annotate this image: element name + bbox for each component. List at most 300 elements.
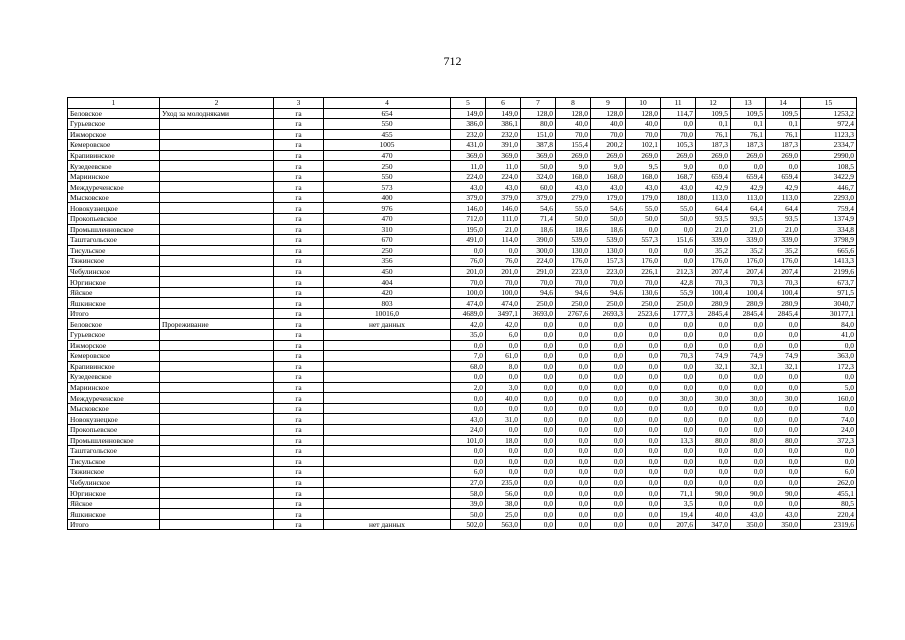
table-cell: 149,0 xyxy=(486,108,521,119)
table-cell: 2,0 xyxy=(451,382,486,393)
table-cell: 654 xyxy=(324,108,451,119)
table-cell: 9,0 xyxy=(556,161,591,172)
table-cell: 0,0 xyxy=(486,424,521,435)
table-cell: Таштагольское xyxy=(68,235,160,246)
table-cell xyxy=(324,477,451,488)
table-cell: 0,0 xyxy=(521,488,556,499)
table-cell: 43,0 xyxy=(766,509,801,520)
column-header: 12 xyxy=(696,98,731,109)
table-cell: 41,0 xyxy=(801,330,857,341)
column-header: 8 xyxy=(556,98,591,109)
table-cell: 0,0 xyxy=(486,245,521,256)
table-cell xyxy=(160,224,274,235)
table-row xyxy=(68,330,857,341)
table-cell: 27,0 xyxy=(451,477,486,488)
table-cell: 70,3 xyxy=(731,277,766,288)
table-cell: 146,0 xyxy=(486,203,521,214)
page-number: 712 xyxy=(443,54,462,68)
table-cell: 0,0 xyxy=(661,330,696,341)
table-cell: 70,0 xyxy=(556,129,591,140)
table-cell: 13,3 xyxy=(661,435,696,446)
table-cell: 128,0 xyxy=(591,108,626,119)
table-cell xyxy=(160,403,274,414)
table-cell: 0,0 xyxy=(556,424,591,435)
table-cell: 43,0 xyxy=(486,182,521,193)
table-cell: 146,0 xyxy=(451,203,486,214)
table-cell: 105,3 xyxy=(661,140,696,151)
table-cell: 212,3 xyxy=(661,266,696,277)
table-row xyxy=(68,119,857,130)
table-cell: 450 xyxy=(324,266,451,277)
table-cell: 0,0 xyxy=(661,245,696,256)
table-cell: 9,0 xyxy=(661,161,696,172)
table-cell: нет данных xyxy=(324,519,451,530)
table-cell xyxy=(160,308,274,319)
table-cell: 1005 xyxy=(324,140,451,151)
table-cell: 0,0 xyxy=(486,340,521,351)
table-cell xyxy=(160,372,274,383)
column-header: 7 xyxy=(521,98,556,109)
table-cell xyxy=(160,203,274,214)
table-cell: 0,0 xyxy=(521,414,556,425)
table-cell xyxy=(160,266,274,277)
table-cell xyxy=(160,477,274,488)
table-cell: 226,1 xyxy=(626,266,661,277)
table-row xyxy=(68,171,857,182)
table-cell: 55,0 xyxy=(661,203,696,214)
table-cell: 0,0 xyxy=(731,319,766,330)
table-cell: 0,0 xyxy=(626,414,661,425)
table-cell: 539,0 xyxy=(556,235,591,246)
table-cell: 250,0 xyxy=(661,298,696,309)
table-cell: 280,9 xyxy=(766,298,801,309)
table-row xyxy=(68,435,857,446)
table-cell: 0,0 xyxy=(591,424,626,435)
table-cell: 31,0 xyxy=(486,414,521,425)
table-cell: 42,9 xyxy=(766,182,801,193)
table-cell: 0,0 xyxy=(556,372,591,383)
table-cell: 109,5 xyxy=(696,108,731,119)
table-cell: 2845,4 xyxy=(731,308,766,319)
table-cell: 0,0 xyxy=(661,361,696,372)
table-cell: 0,0 xyxy=(556,477,591,488)
table-cell: Беловское xyxy=(68,319,160,330)
table-cell: 21,0 xyxy=(486,224,521,235)
table-cell: 0,0 xyxy=(766,477,801,488)
table-cell: 0,0 xyxy=(731,477,766,488)
table-cell: Прореживание xyxy=(160,319,274,330)
table-cell: Юргинское xyxy=(68,488,160,499)
table-cell xyxy=(160,256,274,267)
table-cell: 0,0 xyxy=(661,119,696,130)
table-cell: 128,0 xyxy=(626,108,661,119)
table-cell: Яйское xyxy=(68,287,160,298)
table-cell: 0,0 xyxy=(696,382,731,393)
table-cell: 665,6 xyxy=(801,245,857,256)
table-cell: 0,0 xyxy=(521,403,556,414)
table-cell: 93,5 xyxy=(731,214,766,225)
table-cell: 0,0 xyxy=(766,424,801,435)
table-cell xyxy=(324,414,451,425)
table-cell: 0,0 xyxy=(731,382,766,393)
table-cell: 976 xyxy=(324,203,451,214)
table-cell: 502,0 xyxy=(451,519,486,530)
table-cell: 35,2 xyxy=(766,245,801,256)
table-cell: 2334,7 xyxy=(801,140,857,151)
table-cell: 64,4 xyxy=(766,203,801,214)
table-cell: га xyxy=(274,245,324,256)
table-cell: га xyxy=(274,182,324,193)
table-cell: 0,0 xyxy=(521,477,556,488)
table-cell: 6,0 xyxy=(451,467,486,478)
table-cell: 179,0 xyxy=(591,192,626,203)
table-cell: 35,0 xyxy=(451,330,486,341)
table-cell: 347,0 xyxy=(696,519,731,530)
table-cell: 100,0 xyxy=(451,287,486,298)
table-row xyxy=(68,140,857,151)
table-cell: 149,0 xyxy=(451,108,486,119)
table-cell: 157,3 xyxy=(591,256,626,267)
table-cell: 269,0 xyxy=(591,150,626,161)
table-cell: 21,0 xyxy=(696,224,731,235)
table-cell: 70,0 xyxy=(591,277,626,288)
table-cell: 0,0 xyxy=(591,403,626,414)
table-cell: 0,0 xyxy=(766,161,801,172)
table-cell: 550 xyxy=(324,171,451,182)
table-cell: 972,4 xyxy=(801,119,857,130)
table-cell xyxy=(160,488,274,499)
table-cell: 573 xyxy=(324,182,451,193)
table-cell: 40,0 xyxy=(486,393,521,404)
table-cell: Ижморское xyxy=(68,129,160,140)
table-cell: 7,0 xyxy=(451,351,486,362)
table-cell: 470 xyxy=(324,150,451,161)
table-cell: 80,5 xyxy=(801,498,857,509)
table-cell: 0,0 xyxy=(521,361,556,372)
table-cell: 25,0 xyxy=(486,509,521,520)
table-cell: 0,0 xyxy=(731,161,766,172)
table-cell xyxy=(160,161,274,172)
table-cell: 0,0 xyxy=(626,435,661,446)
table-cell: 200,2 xyxy=(591,140,626,151)
table-cell: Крапивинское xyxy=(68,150,160,161)
table-cell: 0,0 xyxy=(521,382,556,393)
table-cell: 224,0 xyxy=(451,171,486,182)
table-cell: 279,0 xyxy=(556,192,591,203)
table-cell: 0,0 xyxy=(661,446,696,457)
table-cell xyxy=(160,287,274,298)
table-cell: 759,4 xyxy=(801,203,857,214)
table-cell: 3693,0 xyxy=(521,308,556,319)
table-cell xyxy=(324,446,451,457)
table-cell: 0,0 xyxy=(591,340,626,351)
table-cell: 30177,1 xyxy=(801,308,857,319)
table-cell: 0,0 xyxy=(626,372,661,383)
table-cell: га xyxy=(274,361,324,372)
table-cell xyxy=(160,150,274,161)
table-cell: 0,0 xyxy=(731,456,766,467)
table-cell: 0,0 xyxy=(521,456,556,467)
table-cell: 220,4 xyxy=(801,509,857,520)
table-cell: 18,0 xyxy=(486,435,521,446)
table-cell: 130,0 xyxy=(556,245,591,256)
table-cell: 250 xyxy=(324,245,451,256)
table-cell: 55,0 xyxy=(556,203,591,214)
table-cell: 160,0 xyxy=(801,393,857,404)
table-cell: 10016,0 xyxy=(324,308,451,319)
table-cell: 21,0 xyxy=(731,224,766,235)
table-cell: 176,0 xyxy=(696,256,731,267)
table-cell: Прокопьевское xyxy=(68,214,160,225)
table-cell: 64,4 xyxy=(696,203,731,214)
table-cell: 0,0 xyxy=(556,330,591,341)
table-cell: га xyxy=(274,150,324,161)
table-cell: 659,4 xyxy=(696,171,731,182)
table-cell: Междуреченское xyxy=(68,182,160,193)
table-cell: 94,6 xyxy=(591,287,626,298)
table-cell: га xyxy=(274,224,324,235)
table-cell: 76,1 xyxy=(731,129,766,140)
table-cell: 43,0 xyxy=(591,182,626,193)
table-cell: 0,0 xyxy=(521,519,556,530)
table-cell: 379,0 xyxy=(486,192,521,203)
table-cell: 128,0 xyxy=(521,108,556,119)
table-cell xyxy=(160,235,274,246)
table-cell: 3040,7 xyxy=(801,298,857,309)
table-cell xyxy=(160,182,274,193)
table-cell: 0,0 xyxy=(486,403,521,414)
table-cell: 0,0 xyxy=(801,372,857,383)
table-cell: 250,0 xyxy=(556,298,591,309)
table-cell: 0,0 xyxy=(591,456,626,467)
table-cell: 400 xyxy=(324,192,451,203)
table-cell: га xyxy=(274,414,324,425)
table-row xyxy=(68,498,857,509)
table-cell: 391,0 xyxy=(486,140,521,151)
table-cell: 6,0 xyxy=(486,330,521,341)
table-cell: 3497,1 xyxy=(486,308,521,319)
table-cell: 40,0 xyxy=(626,119,661,130)
table-cell: 446,7 xyxy=(801,182,857,193)
table-cell: 176,0 xyxy=(766,256,801,267)
table-cell: Междуреченское xyxy=(68,393,160,404)
table-cell: 50,0 xyxy=(591,214,626,225)
table-cell: 187,3 xyxy=(731,140,766,151)
table-cell: 0,0 xyxy=(731,340,766,351)
table-cell: 0,0 xyxy=(556,319,591,330)
table-cell xyxy=(160,245,274,256)
table-cell: 0,0 xyxy=(731,403,766,414)
table-cell: Кузедеевское xyxy=(68,161,160,172)
table-cell: 102,1 xyxy=(626,140,661,151)
table-cell: 0,0 xyxy=(521,467,556,478)
table-cell xyxy=(160,214,274,225)
table-cell: 1123,3 xyxy=(801,129,857,140)
table-cell xyxy=(160,340,274,351)
table-row xyxy=(68,214,857,225)
table-cell: 0,0 xyxy=(591,467,626,478)
table-cell: 0,0 xyxy=(486,467,521,478)
table-cell: 0,0 xyxy=(626,403,661,414)
table-cell: 0,0 xyxy=(521,372,556,383)
table-cell: 168,0 xyxy=(626,171,661,182)
table-cell: га xyxy=(274,351,324,362)
table-cell: 54,6 xyxy=(591,203,626,214)
table-cell: 0,0 xyxy=(626,330,661,341)
table-cell xyxy=(160,414,274,425)
table-cell: 0,0 xyxy=(521,319,556,330)
table-row xyxy=(68,382,857,393)
table-cell: га xyxy=(274,192,324,203)
table-cell: 76,0 xyxy=(451,256,486,267)
table-cell: 9,0 xyxy=(591,161,626,172)
table-cell: 128,0 xyxy=(556,108,591,119)
table-cell xyxy=(324,372,451,383)
table-cell: 0,1 xyxy=(731,119,766,130)
table-cell: 223,0 xyxy=(591,266,626,277)
table-cell: 0,0 xyxy=(766,446,801,457)
table-cell: 280,9 xyxy=(731,298,766,309)
table-cell: 2845,4 xyxy=(696,308,731,319)
table-cell: 2319,6 xyxy=(801,519,857,530)
table-cell: 61,0 xyxy=(486,351,521,362)
table-cell xyxy=(160,393,274,404)
table-cell: Кузедеевское xyxy=(68,372,160,383)
column-header: 4 xyxy=(324,98,451,109)
table-cell: 40,0 xyxy=(696,509,731,520)
table-cell: 0,0 xyxy=(626,477,661,488)
table-cell: Тяжинское xyxy=(68,256,160,267)
table-cell: га xyxy=(274,298,324,309)
table-cell: 90,0 xyxy=(696,488,731,499)
table-cell: 195,0 xyxy=(451,224,486,235)
table-cell: 93,5 xyxy=(696,214,731,225)
table-cell: Промышленновское xyxy=(68,435,160,446)
table-cell: 70,3 xyxy=(766,277,801,288)
table-cell: 386,0 xyxy=(451,119,486,130)
table-cell: 58,0 xyxy=(451,488,486,499)
table-cell xyxy=(160,351,274,362)
table-cell: 42,9 xyxy=(696,182,731,193)
table-cell: 0,0 xyxy=(626,424,661,435)
table-cell: 18,6 xyxy=(556,224,591,235)
table-cell xyxy=(160,361,274,372)
table-cell: га xyxy=(274,235,324,246)
table-cell: га xyxy=(274,330,324,341)
table-cell: га xyxy=(274,319,324,330)
table-cell: 70,0 xyxy=(661,129,696,140)
table-cell: Чебулинское xyxy=(68,266,160,277)
table-cell: 8,0 xyxy=(486,361,521,372)
table-cell: 168,0 xyxy=(556,171,591,182)
table-cell: 550 xyxy=(324,119,451,130)
table-cell: нет данных xyxy=(324,319,451,330)
table-row xyxy=(68,287,857,298)
table-row xyxy=(68,351,857,362)
table-cell: Мысковское xyxy=(68,403,160,414)
table-cell: 70,0 xyxy=(451,277,486,288)
table-cell: 0,0 xyxy=(591,414,626,425)
table-cell: 50,0 xyxy=(451,509,486,520)
table-cell: Новокузнецкое xyxy=(68,414,160,425)
table-cell: 168,0 xyxy=(591,171,626,182)
table-cell: 42,0 xyxy=(486,319,521,330)
table-row xyxy=(68,235,857,246)
table-cell: 114,0 xyxy=(486,235,521,246)
table-cell: 0,0 xyxy=(556,382,591,393)
table-cell: 40,0 xyxy=(556,119,591,130)
table-cell: 0,0 xyxy=(556,340,591,351)
table-cell: 42,0 xyxy=(451,319,486,330)
table-cell: 207,4 xyxy=(731,266,766,277)
table-cell: 269,0 xyxy=(696,150,731,161)
table-cell: 0,0 xyxy=(696,372,731,383)
table-cell: 168,7 xyxy=(661,171,696,182)
table-cell: 379,0 xyxy=(521,192,556,203)
table-cell: 109,5 xyxy=(731,108,766,119)
table-cell: 0,0 xyxy=(556,446,591,457)
table-cell: 0,0 xyxy=(731,414,766,425)
table-cell: Яшкинское xyxy=(68,298,160,309)
table-cell xyxy=(324,467,451,478)
table-cell: 369,0 xyxy=(451,150,486,161)
table-row xyxy=(68,372,857,383)
table-cell xyxy=(324,435,451,446)
table-cell: 94,6 xyxy=(521,287,556,298)
table-cell: 50,0 xyxy=(626,214,661,225)
table-cell xyxy=(160,446,274,457)
table-cell: га xyxy=(274,509,324,520)
table-cell: га xyxy=(274,203,324,214)
table-cell: га xyxy=(274,119,324,130)
table-row xyxy=(68,456,857,467)
table-cell: 250,0 xyxy=(521,298,556,309)
table-cell: 0,0 xyxy=(766,414,801,425)
table-cell: 0,0 xyxy=(451,340,486,351)
table-cell: га xyxy=(274,372,324,383)
table-cell: 18,6 xyxy=(521,224,556,235)
table-cell: 474,0 xyxy=(486,298,521,309)
table-cell: 40,0 xyxy=(591,119,626,130)
table-cell: 76,1 xyxy=(696,129,731,140)
table-cell: 350,0 xyxy=(766,519,801,530)
table-cell: 0,0 xyxy=(486,446,521,457)
table-cell: 0,0 xyxy=(591,498,626,509)
table-cell xyxy=(324,456,451,467)
table-cell: 0,0 xyxy=(661,382,696,393)
table-cell: Крапивинское xyxy=(68,361,160,372)
table-cell: 0,0 xyxy=(766,319,801,330)
table-cell: 0,0 xyxy=(661,403,696,414)
table-cell: га xyxy=(274,129,324,140)
table-cell: 491,0 xyxy=(451,235,486,246)
table-cell: 80,0 xyxy=(521,119,556,130)
table-cell: 455,1 xyxy=(801,488,857,499)
table-cell xyxy=(324,509,451,520)
table-cell: 176,0 xyxy=(731,256,766,267)
table-cell: 0,0 xyxy=(556,403,591,414)
table-cell: 339,0 xyxy=(766,235,801,246)
table-cell: Чебулинское xyxy=(68,477,160,488)
table-cell: 0,0 xyxy=(661,477,696,488)
table-cell: 250,0 xyxy=(591,298,626,309)
table-row xyxy=(68,509,857,520)
table-cell: 0,0 xyxy=(521,330,556,341)
table-cell: 0,0 xyxy=(451,393,486,404)
table-cell: 3,5 xyxy=(661,498,696,509)
table-cell: 0,0 xyxy=(451,245,486,256)
table-cell: 9,5 xyxy=(626,161,661,172)
